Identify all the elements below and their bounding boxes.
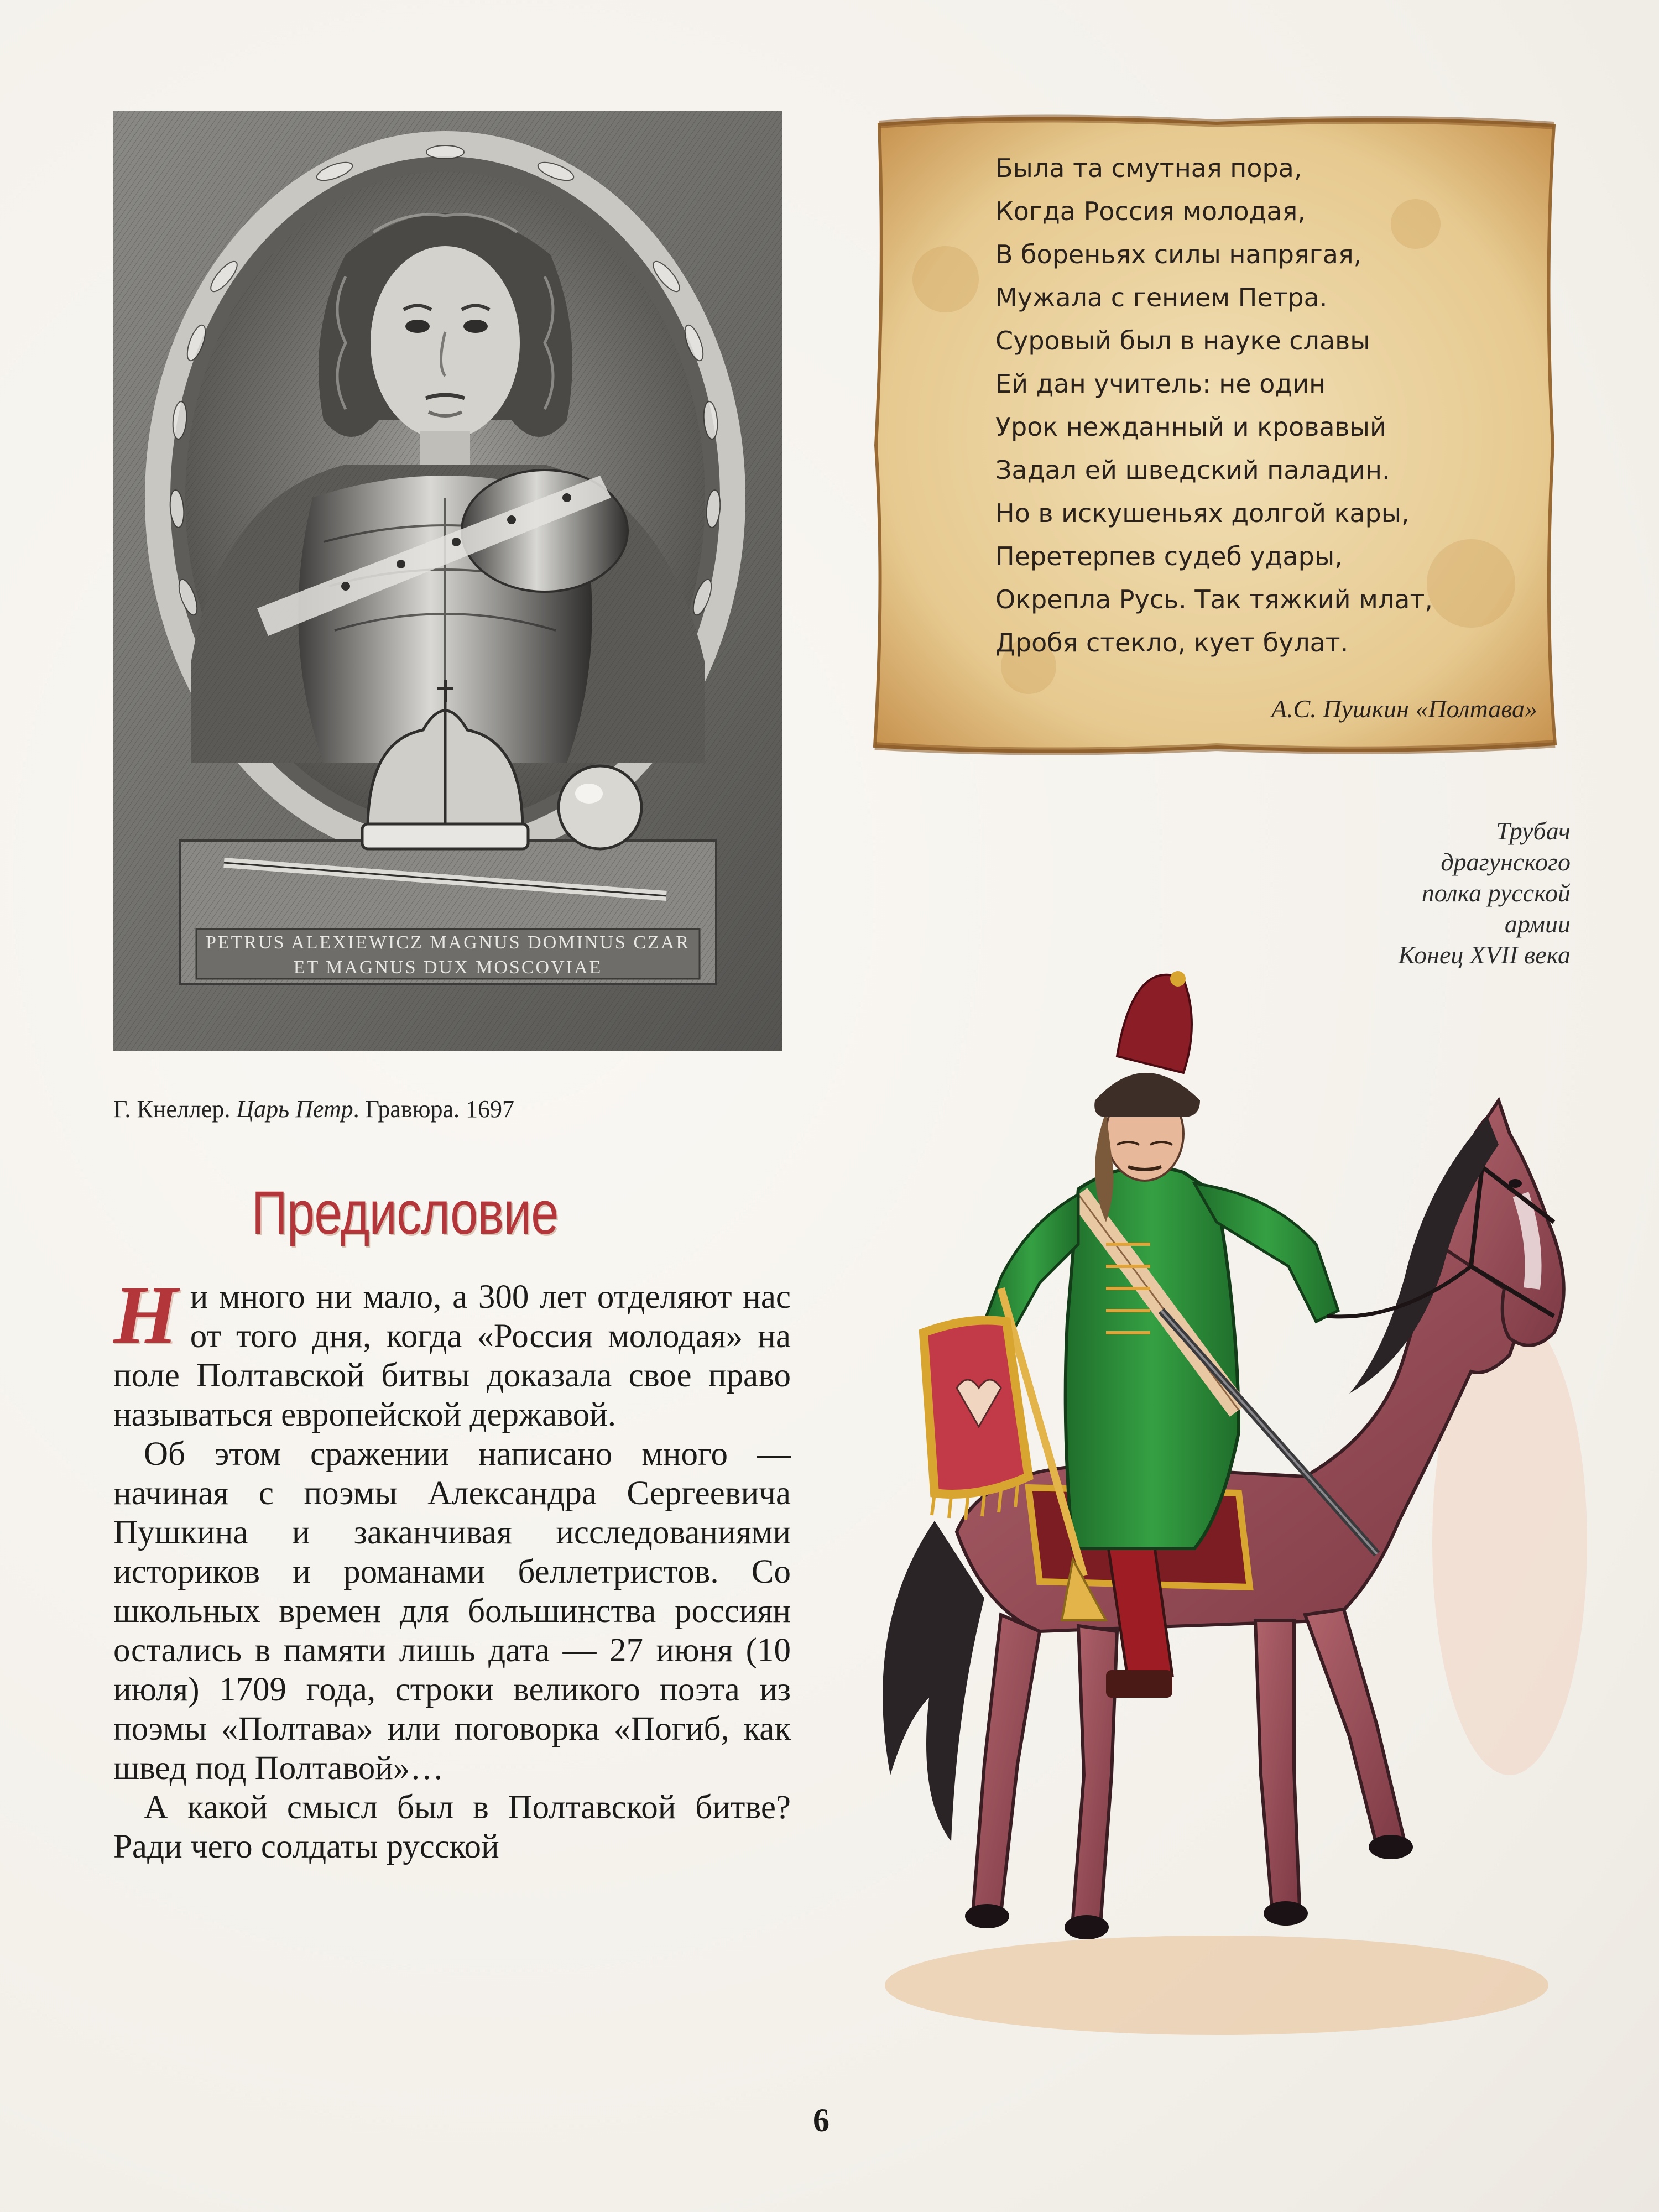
paragraph xyxy=(113,1269,791,1434)
portrait-inscription-line2: ET MAGNUS DUX MOSCOVIAE xyxy=(293,957,603,978)
portrait-caption xyxy=(113,1095,805,1123)
engraving-art xyxy=(113,111,782,1051)
poem-text xyxy=(995,147,1537,664)
poem-line: Суровый был в науке славы xyxy=(995,326,1370,356)
poem-line: Когда Россия молодая, xyxy=(995,196,1306,226)
poem-line: В бореньях силы напрягая, xyxy=(995,239,1362,269)
poem-line: Урок нежданный и кровавый xyxy=(995,412,1386,442)
paragraph-text: и много ни мало, а 300 лет отделяют нас от того дня, когда «Россия молодая» на поле Полтавской битвы доказала свое право называться европейской державой. xyxy=(113,1279,791,1433)
illustration-caption-line: полка русской xyxy=(1421,879,1571,907)
bleed-through-text xyxy=(830,465,838,504)
poem-line: Окрепла Русь. Так тяжкий млат, xyxy=(995,585,1433,614)
portrait-inscription-line1: PETRUS ALEXIEWICZ MAGNUS DOMINUS CZAR xyxy=(205,932,691,953)
illustration-caption-line: армии xyxy=(1504,910,1571,938)
poem-line: Но в искушеньях долгой кары, xyxy=(995,498,1410,528)
page-number: 6 xyxy=(813,2102,830,2138)
poem-line: Была та смутная пора, xyxy=(995,153,1302,183)
portrait-caption-title: Царь Петр xyxy=(236,1095,353,1123)
illustration-caption-line: Конец XVII века xyxy=(1398,941,1571,969)
poem-line: Дробя стекло, кует булат. xyxy=(995,628,1349,658)
dragoon-trumpeter-illustration xyxy=(818,935,1593,2068)
poem-line: Ей дан учитель: не один xyxy=(995,369,1326,399)
portrait-caption-author: Г. Кнеллер. xyxy=(113,1095,231,1123)
poem-line: Мужала с гением Петра. xyxy=(995,283,1328,312)
poem-line: Задал ей шведский паладин. xyxy=(995,455,1390,485)
body-text xyxy=(113,1269,791,1866)
illustration-caption-line: драгунского xyxy=(1441,848,1571,876)
poem-attribution: А.С. Пушкин «Полтава» xyxy=(1271,695,1537,723)
drop-cap: Н xyxy=(113,1269,178,1361)
portrait-engraving xyxy=(113,111,782,1051)
paragraph: А какой смысл был в Полтавской битве? Ради чего солдаты русской xyxy=(113,1789,791,1865)
portrait-caption-rest: . Гравюра. 1697 xyxy=(353,1095,515,1123)
poem-line: Перетерпев судеб удары, xyxy=(995,541,1343,571)
paragraph: Об этом сражении написано много — начиная с поэмы Александра Сергеевича Пушкина и заканчивая исследованиями историков и романами беллетристов. Со школьных времен для большинства россиян остались в памяти лишь дата — 27 июня (10 июля) 1709 года, строки великого поэта из поэмы «Полтава» или поговорка «Погиб, как швед под Полтавой»… xyxy=(113,1436,791,1787)
illustration-caption-line: Трубач xyxy=(1496,817,1571,845)
section-heading: Предисловие xyxy=(252,1179,559,1247)
